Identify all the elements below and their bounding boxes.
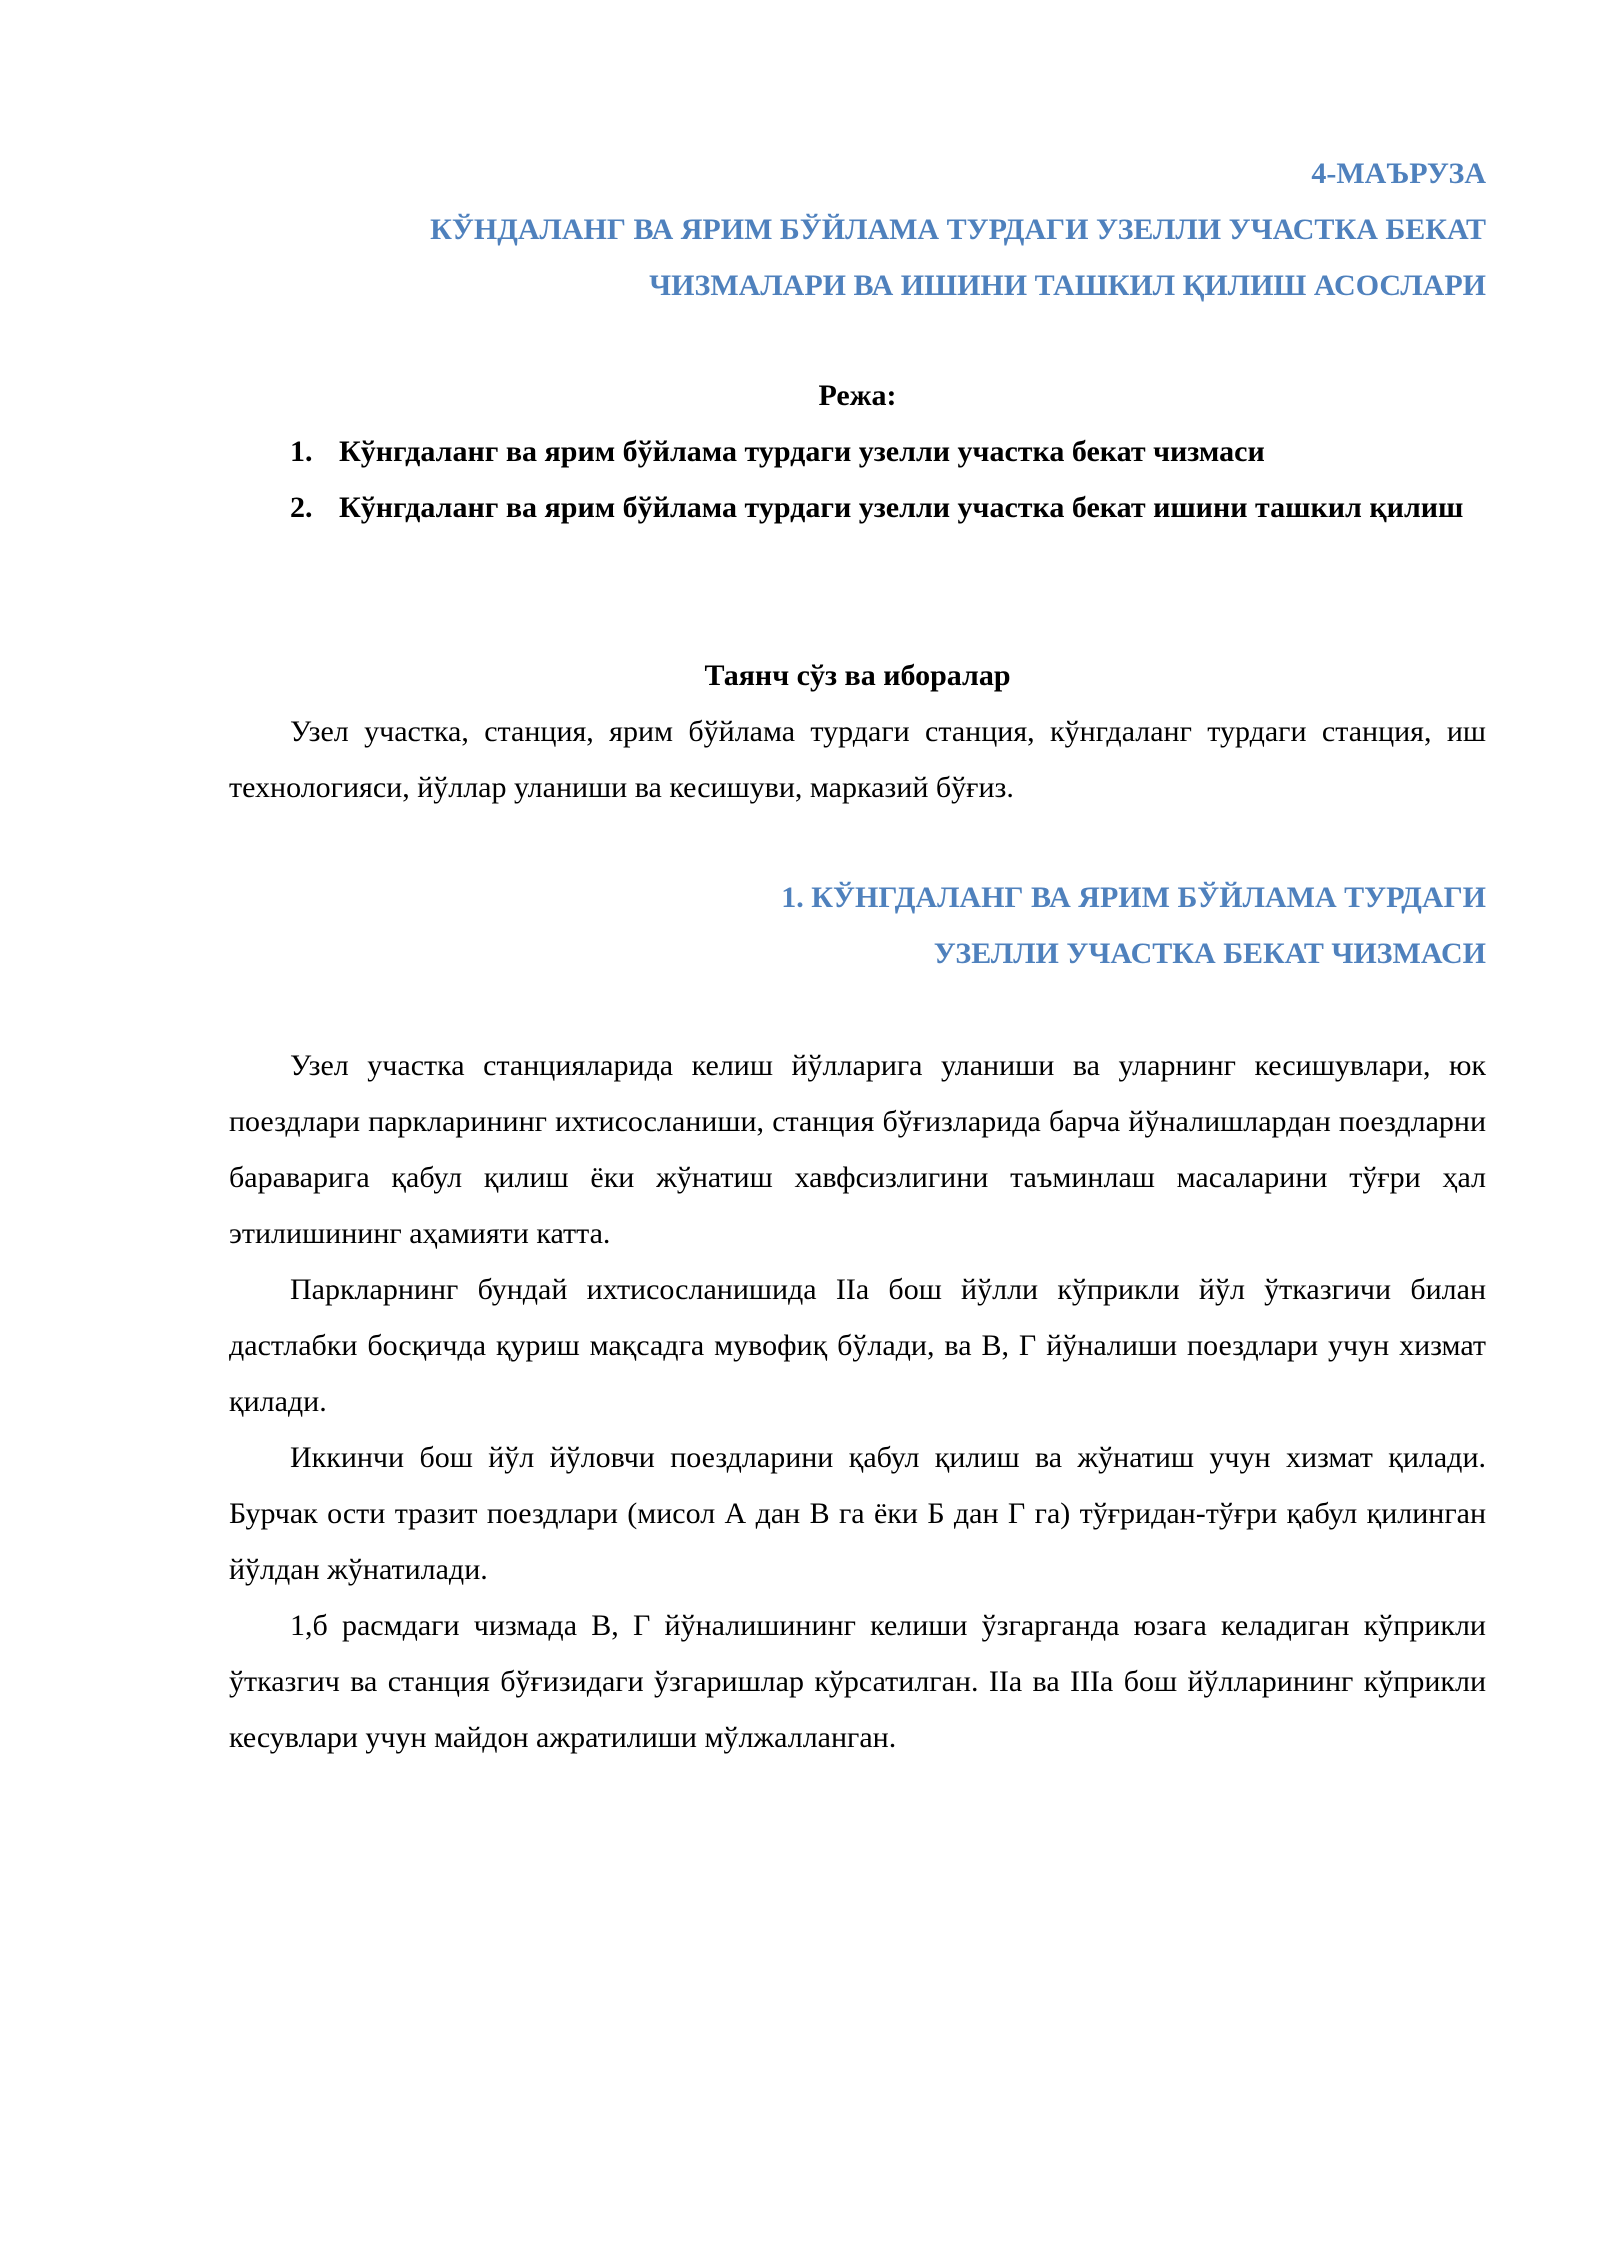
plan-item (229, 480, 1486, 536)
keywords-text: Узел участка, станция, ярим бўйлама турдаги станция, кўнгдаланг турдаги станция, иш технологияси, йўллар уланиши ва кесишуви, марказий бўғиз. (229, 715, 1486, 804)
body-paragraph: 1,б расмдаги чизмада В, Г йўналишининг келиши ўзгарганда юзага келадиган кўприкли ўтказгич ва станция бўғизидаги ўзгаришлар кўрсатилган. IIа ва IIIа бош йўлларининг кўприкли кесувлари учун майдон ажратилиши мўлжалланган. (229, 1609, 1486, 1754)
plan-item-number: 2. (290, 491, 313, 524)
section-1-heading-line-1: 1. КЎНГДАЛАНГ ВА ЯРИМ БЎЙЛАМА ТУРДАГИ (781, 881, 1486, 914)
keywords-title: Таянч сўз ва иборалар (704, 659, 1011, 692)
lecture-number: 4-МАЪРУЗА (1311, 157, 1486, 190)
plan-item-text: Кўнгдаланг ва ярим бўйлама турдаги узелли участка бекат чизмаси (339, 435, 1265, 468)
section-1-body (229, 1038, 1486, 1766)
section-1-heading-line-2: УЗЕЛЛИ УЧАСТКА БЕКАТ ЧИЗМАСИ (933, 937, 1486, 970)
plan-item-number: 1. (290, 435, 313, 468)
keywords-section (229, 704, 1486, 816)
plan-list (229, 424, 1486, 536)
lecture-title-line-2: ЧИЗМАЛАРИ ВА ИШИНИ ТАШКИЛ ҚИЛИШ АСОСЛАРИ (649, 269, 1486, 302)
body-paragraph: Узел участка станцияларида келиш йўлларига уланиши ва уларнинг кесишувлари, юк поездлари паркларининг ихтисосланиши, станция бўғизларида барча йўналишлардан поездларни бараварига қабул қилиш ёки жўнатиш хавфсизлигини таъминлаш масаларини тўғри ҳал этилишининг аҳамияти катта. (229, 1049, 1486, 1250)
lecture-header (229, 146, 1486, 314)
body-paragraph: Паркларнинг бундай ихтисосланишида IIа бош йўлли кўприкли йўл ўтказгичи билан дастлабки босқичда қуриш мақсадга мувофиқ бўлади, ва В, Г йўналиши поездлари учун хизмат қилади. (229, 1273, 1486, 1418)
plan-item (229, 424, 1486, 480)
section-1-heading (229, 870, 1486, 982)
body-paragraph: Иккинчи бош йўл йўловчи поездларини қабул қилиш ва жўнатиш учун хизмат қилади. Бурчак ости тразит поездлари (мисол А дан В га ёки Б дан Г га) тўғридан-тўғри қабул қилинган йўлдан жўнатилади. (229, 1441, 1486, 1586)
plan-item-text: Кўнгдаланг ва ярим бўйлама турдаги узелли участка бекат ишини ташкил қилиш (339, 491, 1464, 524)
lecture-title-line-1: КЎНДАЛАНГ ВА ЯРИМ БЎЙЛАМА ТУРДАГИ УЗЕЛЛИ УЧАСТКА БЕКАТ (430, 213, 1486, 246)
plan-title: Режа: (818, 379, 897, 412)
